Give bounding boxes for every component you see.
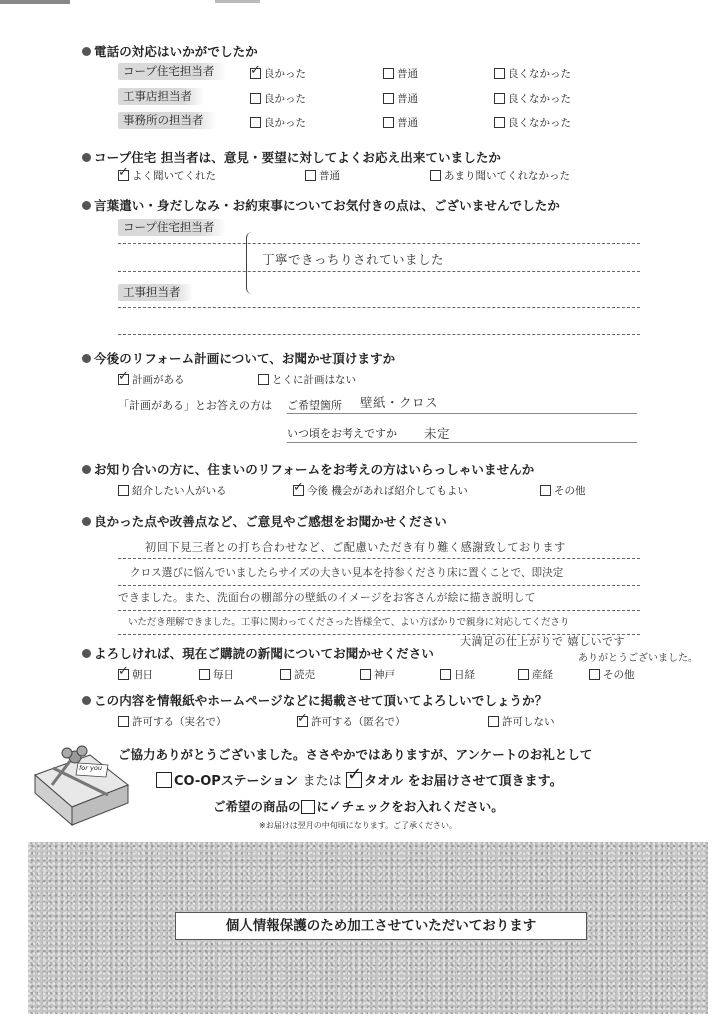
checkbox[interactable]: [297, 711, 308, 727]
question-plan: [82, 349, 395, 367]
option-listened[interactable]: ✓ よく聞いてくれた: [118, 165, 216, 182]
comment-line: できました。また、洗面台の棚部分の壁紙のイメージをお客さんが絵に描き説明して: [118, 591, 536, 604]
option-sankei[interactable]: 産経: [518, 667, 553, 682]
instruction-line: ご希望の商品の に✓チェックをお入れください。: [213, 797, 504, 815]
comment-line: 初回下見三者との打ち合わせなど、ご配慮いただき有り難く感謝致しております: [145, 541, 566, 554]
row-label: コープ住宅担当者: [118, 63, 226, 80]
gift-choice-line: CO-OPステーション または ✓ タオル をお届けさせて頂きます。: [156, 770, 563, 789]
option-normal[interactable]: 普通: [305, 168, 340, 183]
check-icon: ✓: [118, 664, 129, 679]
question-title: 今後のリフォーム計画について、お聞かせ頂けますか: [94, 351, 396, 366]
checkbox[interactable]: [118, 165, 129, 181]
answer-line: [287, 413, 637, 414]
checkbox[interactable]: [494, 68, 505, 79]
bullet-icon: [82, 465, 91, 474]
bullet-icon: [82, 47, 91, 56]
option-yomiuri[interactable]: 読売: [280, 667, 315, 682]
privacy-notice: 個人情報保護のため加工させていただいております: [175, 912, 587, 940]
question-referral: [82, 460, 534, 478]
check-icon: ✓: [297, 711, 308, 726]
option-bad[interactable]: 良くなかった: [494, 66, 571, 81]
question-newspaper: [82, 644, 434, 662]
bullet-icon: [82, 517, 91, 526]
question-title: お知り合いの方に、住まいのリフォームをお考えの方はいらっしゃいませんか: [94, 462, 535, 477]
answer-line: [287, 442, 637, 443]
towel-checkbox[interactable]: [346, 764, 363, 788]
row-label: 事務所の担当者: [118, 112, 216, 129]
checkbox[interactable]: [118, 664, 129, 680]
checkbox[interactable]: [589, 669, 600, 680]
answer-line: [118, 334, 640, 335]
option-publish-realname[interactable]: 許可する（実名で）: [118, 714, 227, 729]
option-bad[interactable]: 良くなかった: [494, 115, 571, 130]
comment-line: いただき理解できました。工事に関わってくださった皆様全て、よい方ばかりで親身に対応してくださり: [128, 617, 570, 628]
comment-extra: ありがとうございました。: [578, 653, 698, 664]
scan-edge-mark: [0, 0, 70, 4]
checkbox[interactable]: [494, 117, 505, 128]
option-bad[interactable]: 良くなかった: [494, 91, 571, 106]
checkbox[interactable]: [250, 63, 261, 79]
scan-edge-mark: [215, 0, 260, 3]
gift-tag: for you: [79, 764, 102, 772]
question-title: よろしければ、現在ご購読の新聞についてお聞かせください: [94, 646, 434, 661]
checkbox[interactable]: [540, 485, 551, 496]
bullet-icon: [82, 354, 91, 363]
checkbox[interactable]: [118, 369, 129, 385]
checkbox[interactable]: [440, 669, 451, 680]
check-icon: ✓: [118, 165, 129, 180]
question-title: 言葉遣い・身だしなみ・お約束事についてお気付きの点は、ございませんでしたか: [94, 198, 560, 213]
when-answer: 未定: [424, 426, 451, 441]
question-title: コープ住宅 担当者は、意見・要望に対してよくお応え出来ていましたか: [94, 150, 502, 165]
option-not-listened[interactable]: あまり聞いてくれなかった: [430, 168, 570, 183]
checkbox[interactable]: [383, 117, 394, 128]
question-manners: [82, 196, 560, 214]
sample-box-icon: [301, 800, 315, 814]
check-icon: ✓: [293, 480, 304, 495]
check-icon: ✓: [118, 369, 129, 384]
handwritten-answer: 丁寧できっちりされていました: [262, 252, 445, 267]
option-good[interactable]: 良かった: [250, 115, 306, 130]
checkbox[interactable]: [199, 669, 210, 680]
checkbox[interactable]: [383, 68, 394, 79]
checkbox[interactable]: [258, 374, 269, 385]
bullet-icon: [82, 201, 91, 210]
option-good[interactable]: 良かった: [250, 91, 306, 106]
bullet-icon: [82, 649, 91, 658]
option-no-plan[interactable]: とくに計画はない: [258, 372, 356, 387]
option-asahi[interactable]: ✓ 朝日: [118, 664, 153, 681]
plan-sub-label: 「計画がある」とお答えの方は: [118, 399, 272, 412]
option-normal[interactable]: 普通: [383, 66, 418, 81]
question-title: 電話の対応はいかがでしたか: [94, 44, 258, 59]
checkbox[interactable]: [518, 669, 529, 680]
comment-line: クロス選びに悩んでいましたらサイズの大きい見本を持参くださり床に置くことで、即決定: [130, 567, 564, 579]
checkbox[interactable]: [118, 485, 129, 496]
answer-line: [118, 307, 640, 308]
checkbox[interactable]: [383, 93, 394, 104]
row-label: 工事店担当者: [118, 88, 204, 105]
coop-station-checkbox[interactable]: [156, 772, 172, 788]
option-have-plan[interactable]: ✓ 計画がある: [118, 369, 185, 386]
question-phone: [82, 42, 258, 60]
question-title: 良かった点や改善点など、ご意見やご感想をお聞かせください: [94, 514, 447, 529]
gift-box-icon: [30, 735, 130, 830]
place-label: ご希望箇所: [287, 399, 342, 412]
answer-line: [118, 610, 640, 611]
answer-line: [118, 243, 640, 244]
bullet-icon: [82, 153, 91, 162]
delivery-note: ※お届けは翌月の中旬頃になります。ご了承ください。: [259, 821, 458, 830]
option-mainichi[interactable]: 毎日: [199, 667, 234, 682]
construction-staff-label: 工事担当者: [118, 284, 193, 301]
option-kobe[interactable]: 神戸: [360, 667, 395, 682]
answer-line: [118, 558, 640, 559]
option-referral-other[interactable]: その他: [540, 483, 586, 498]
check-icon: ✓: [329, 797, 342, 815]
checkbox[interactable]: [430, 170, 441, 181]
checkbox[interactable]: [305, 170, 316, 181]
checkbox[interactable]: [118, 716, 129, 727]
thanks-line: ご協力ありがとうございました。ささやかではありますが、アンケートのお礼として: [118, 747, 593, 762]
question-response: [82, 148, 501, 166]
option-referral-yes[interactable]: 紹介したい人がいる: [118, 483, 227, 498]
when-label: いつ頃をお考えですか: [287, 427, 397, 440]
coop-staff-label: コープ住宅担当者: [118, 219, 226, 236]
option-referral-future[interactable]: ✓ 今後 機会があれば紹介してもよい: [293, 480, 468, 497]
bullet-icon: [82, 696, 91, 705]
check-icon: ✓: [250, 63, 261, 78]
option-normal[interactable]: 普通: [383, 115, 418, 130]
question-comments: [82, 512, 447, 530]
option-other[interactable]: その他: [589, 667, 635, 682]
checkbox[interactable]: [293, 480, 304, 496]
question-title: この内容を情報紙やホームページなどに掲載させて頂いてよろしいでしょうか？: [94, 693, 548, 708]
checkbox[interactable]: [280, 669, 291, 680]
question-publish: [82, 691, 547, 709]
option-publish-anonymous[interactable]: ✓ 許可する（匿名で）: [297, 711, 406, 728]
place-answer: 壁紙・クロス: [360, 395, 439, 410]
option-good[interactable]: ✓ 良かった: [250, 63, 306, 80]
checkbox[interactable]: [488, 716, 499, 727]
checkbox[interactable]: [250, 117, 261, 128]
checkbox[interactable]: [250, 93, 261, 104]
handwritten-bracket: [246, 232, 254, 294]
checkbox[interactable]: [494, 93, 505, 104]
option-nikkei[interactable]: 日経: [440, 667, 475, 682]
option-normal[interactable]: 普通: [383, 91, 418, 106]
answer-line: [118, 271, 640, 272]
option-publish-no[interactable]: 許可しない: [488, 714, 555, 729]
checkbox[interactable]: [360, 669, 371, 680]
check-icon: ✓: [347, 764, 363, 785]
comment-extra: 大満足の仕上がりで 嬉しいです: [460, 635, 625, 648]
answer-line: [118, 585, 640, 586]
